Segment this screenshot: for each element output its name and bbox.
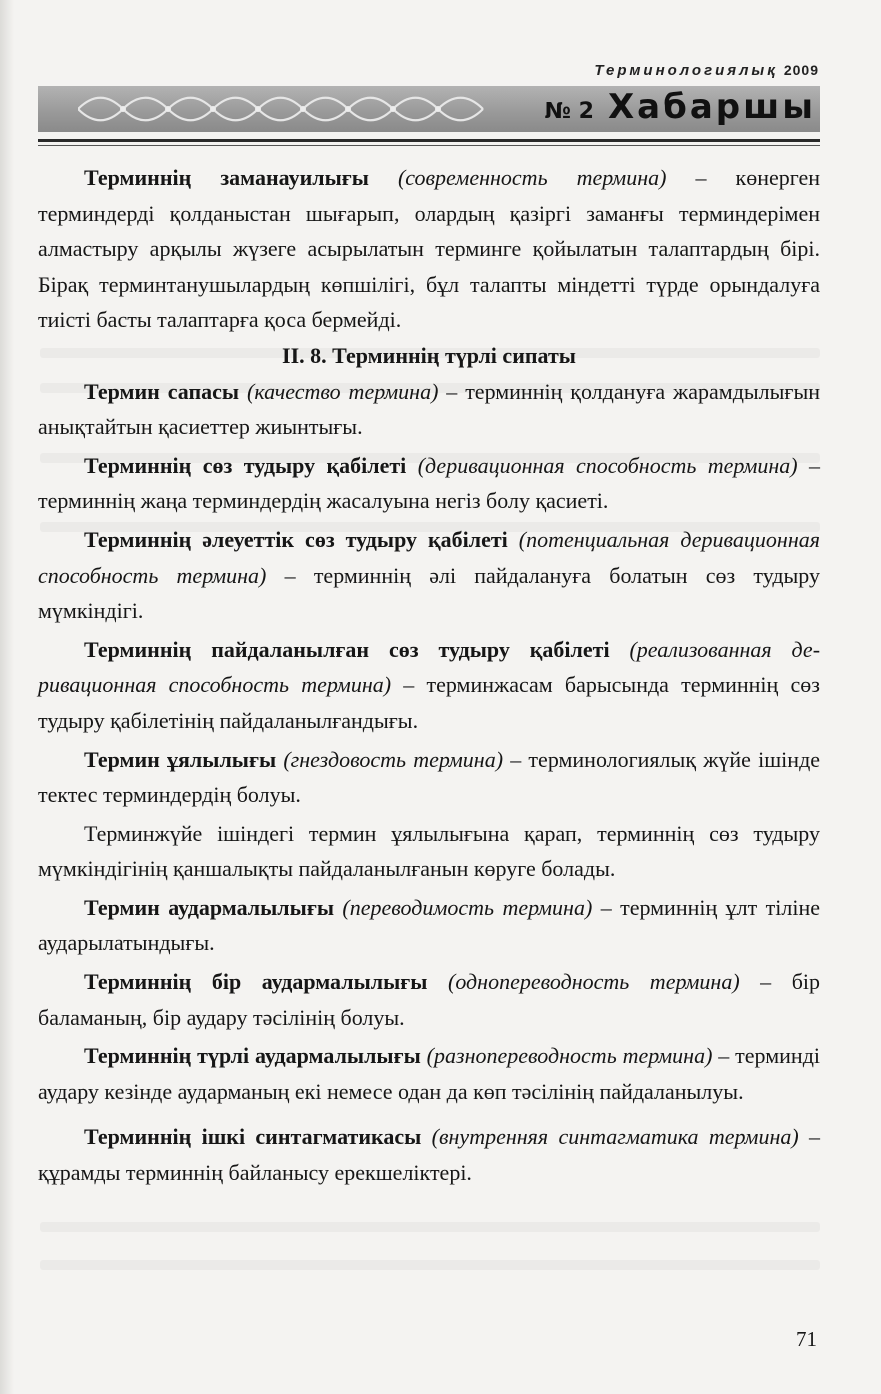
term-kazakh: Терминнің түрлі аудармалылығы (84, 1043, 421, 1069)
definition-text: – көнерген терминдерді қолданыстан шығарып, олардың қазіргі заманғы терминдерімен алмастыру арқылы жүзеге асырылатын терминге қойылатын талаптардың бірі. Бірақ терминтанушылардың көпшілігі, бұл талапты міндетті түрде орындалуға тиісті басты талаптарға қоса бермейді. (38, 165, 821, 333)
paragraph (38, 1119, 820, 1190)
bleed-through (40, 1222, 820, 1232)
term-kazakh: Терминнің сөз тудыру қабілеті (84, 452, 407, 478)
definition-text: – құрамды терминнің байланысу ерекшеліктері. (38, 1124, 820, 1186)
paragraph (38, 890, 820, 961)
definition-text: – терминнің жаңа терминдердің жасалуына негіз болу қасиеті. (38, 452, 821, 514)
journal-subtitle (594, 62, 819, 79)
term-kazakh: Терминнің бір аудармалылығы (84, 969, 428, 995)
paragraph (38, 742, 820, 813)
paragraph (38, 1038, 820, 1109)
journal-title (545, 87, 816, 127)
header-rule-thin (38, 145, 820, 146)
journal-name: Хабаршы (607, 87, 816, 127)
term-kazakh: Термин аудармалылығы (84, 894, 334, 920)
definition-text: – терминологиялық жүйе ішінде тектес терминдердің болуы. (38, 746, 821, 808)
term-russian: (потенциальная деривационная способность термина) (38, 526, 820, 588)
bleed-through (40, 1260, 820, 1270)
header-banner (38, 86, 820, 132)
journal-line: Терминологиялық (594, 62, 778, 79)
term-russian: (переводимость термина) (342, 894, 593, 920)
term-russian: (гнездовость термина) (283, 746, 504, 772)
term-kazakh: Термин сапасы (84, 378, 240, 404)
section-heading: II. 8. Терминнің түрлі сипаты (282, 342, 576, 368)
page-edge-shadow (0, 0, 14, 1394)
paragraph (38, 522, 820, 629)
body-text: Терминжүйе ішіндегі термин ұялылығына қарап, терминнің сөз тудыру мүмкіндігінің қаншалықты пайдаланылғанын көруге болады. (38, 820, 820, 882)
term-russian: (реализованная деривационная способность термина) (38, 636, 821, 698)
paragraph (38, 160, 820, 338)
term-kazakh: Терминнің заманауилығы (84, 165, 369, 190)
definition-text: – бір баламаның, бір аудару тәсілінің болуы. (38, 969, 821, 1030)
paragraph (38, 964, 820, 1035)
definition-text: – терминнің ұлт тіліне аударылатындығы. (38, 894, 820, 956)
term-kazakh: Терминнің пайдаланылған сөз тудыру қабілеті (84, 636, 610, 662)
issue-number: № 2 (544, 99, 594, 124)
paragraph (38, 448, 820, 519)
page-body (38, 160, 820, 1191)
ornament-icon (78, 90, 498, 128)
definition-text: – терминжасам барысында терминнің сөз тудыру қабілетінің пайдаланылғандығы. (38, 672, 820, 733)
page-number: 71 (796, 1327, 817, 1351)
paragraph (38, 374, 820, 445)
term-russian: (внутренняя синтагматика термина) (431, 1124, 799, 1150)
term-russian: (деривационная способность термина) (417, 452, 798, 478)
definition-text: – терминді аудару кезінде аударманың екі немесе одан да көп тәсілінің пайдаланылуы. (38, 1043, 821, 1104)
term-russian: (качество термина) (247, 378, 439, 404)
paragraph (38, 816, 820, 887)
definition-text: – терминнің әлі пайдалануға болатын сөз тудыру мүмкіндігі. (38, 562, 821, 624)
term-russian: (разнопереводность термина) (426, 1043, 713, 1069)
definition-text: – терминнің қолдануға жарамдылығын анықтайтын қасиеттер жиынтығы. (38, 378, 821, 440)
term-kazakh: Терминнің ішкі синтагматикасы (84, 1124, 422, 1150)
paragraph (38, 632, 820, 739)
term-russian: (однопереводность термина) (448, 969, 740, 995)
term-russian: (современность термина) (397, 165, 667, 190)
term-kazakh: Терминнің әлеуеттік сөз тудыру қабілеті (84, 526, 508, 552)
journal-year: 2009 (783, 62, 819, 78)
header-rule (38, 139, 820, 142)
term-kazakh: Термин ұялылығы (84, 746, 277, 772)
